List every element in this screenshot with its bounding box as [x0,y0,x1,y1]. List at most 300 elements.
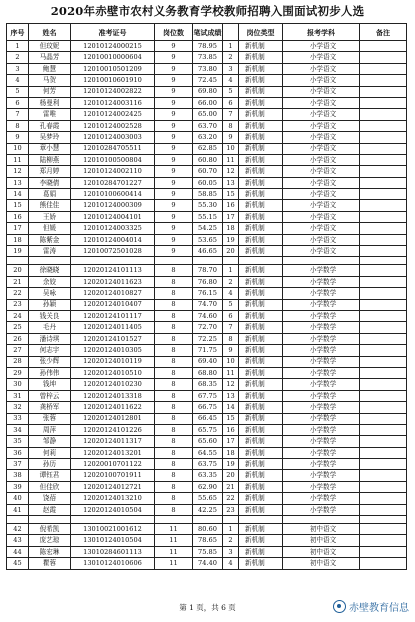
position-count: 9 [155,132,193,143]
exam-id: 12020124010510 [71,367,155,378]
remark [360,413,407,424]
written-score: 78.65 [193,535,223,546]
position-count: 9 [155,211,193,222]
subject: 小学语文 [283,200,360,211]
spacer-cell [283,257,360,265]
candidate-name: 熊佳佳 [29,200,71,211]
exam-id: 12020124010407 [71,299,155,310]
remark [360,246,407,257]
subject: 小学语文 [283,211,360,222]
candidate-name: 潘诗琪 [29,333,71,344]
exam-id: 12020124010305 [71,345,155,356]
score-rank: 13 [223,177,239,188]
position-count: 11 [155,558,193,569]
table-row [7,265,407,276]
score-rank: 1 [223,524,239,535]
score-rank: 12 [223,379,239,390]
exam-id: 13010284601113 [71,546,155,557]
candidate-name: 雷涛 [29,246,71,257]
row-index: 19 [7,246,29,257]
position-count: 9 [155,246,193,257]
table-row [7,535,407,546]
post-type: 新机制 [239,211,283,222]
subject: 小学数学 [283,333,360,344]
written-score: 65.75 [193,424,223,435]
position-count: 8 [155,367,193,378]
written-score: 69.40 [193,356,223,367]
subject: 小学语文 [283,177,360,188]
score-rank: 15 [223,413,239,424]
remark [360,345,407,356]
candidate-name: 孙历 [29,459,71,470]
watermark [333,599,409,614]
score-rank: 12 [223,166,239,177]
candidate-name: 谭钰君 [29,470,71,481]
written-score: 46.65 [193,246,223,257]
remark [360,276,407,287]
candidate-name: 李晓倩 [29,177,71,188]
table-row [7,299,407,310]
remark [360,402,407,413]
candidate-name: 周萍 [29,424,71,435]
row-index: 38 [7,470,29,481]
post-type: 新机制 [239,246,283,257]
exam-id: 12020010701122 [71,459,155,470]
position-count: 8 [155,436,193,447]
col-header-positions: 岗位数 [155,24,193,41]
position-count: 8 [155,379,193,390]
written-score: 75.85 [193,546,223,557]
position-count: 9 [155,143,193,154]
score-rank: 23 [223,504,239,515]
exam-id: 12020124101226 [71,424,155,435]
exam-id: 12010124002822 [71,86,155,97]
score-rank: 19 [223,459,239,470]
score-rank: 15 [223,189,239,200]
exam-id: 12020124012721 [71,481,155,492]
candidate-name: 庞艺琼 [29,535,71,546]
candidate-name: 赵霞 [29,504,71,515]
exam-id: 12010124002528 [71,120,155,131]
score-rank: 4 [223,75,239,86]
remark [360,288,407,299]
score-rank: 10 [223,143,239,154]
exam-id: 12020124010230 [71,379,155,390]
score-rank: 3 [223,546,239,557]
table-row [7,143,407,154]
post-type: 新机制 [239,189,283,200]
written-score: 73.80 [193,63,223,74]
candidate-name: 葛娟 [29,189,71,200]
written-score: 58.85 [193,189,223,200]
written-score: 60.05 [193,177,223,188]
candidate-name: 陆柳燕 [29,154,71,165]
score-rank: 7 [223,322,239,333]
post-type: 新机制 [239,143,283,154]
score-rank: 8 [223,120,239,131]
col-header-post-type: 岗位类型 [239,24,283,41]
table-row [7,424,407,435]
subject: 小学语文 [283,86,360,97]
row-index: 18 [7,234,29,245]
score-rank: 17 [223,436,239,447]
written-score: 63.20 [193,132,223,143]
subject: 小学语文 [283,246,360,257]
row-index: 17 [7,223,29,234]
exam-id: 12010124000215 [71,41,155,52]
post-type: 新机制 [239,413,283,424]
table-row [7,379,407,390]
spacer-cell [360,516,407,524]
post-type: 新机制 [239,310,283,321]
exam-id: 12020124013210 [71,493,155,504]
position-count: 9 [155,97,193,108]
exam-id: 12020124011622 [71,402,155,413]
table-row [7,524,407,535]
spacer-cell [239,257,283,265]
subject: 小学数学 [283,402,360,413]
exam-id: 12010284705511 [71,143,155,154]
candidate-name: 陈宏琳 [29,546,71,557]
col-header-index: 序号 [7,24,29,41]
exam-id: 12010124003003 [71,132,155,143]
spacer-cell [7,257,29,265]
written-score: 60.70 [193,166,223,177]
position-count: 9 [155,41,193,52]
score-rank: 2 [223,276,239,287]
table-row [7,177,407,188]
post-type: 新机制 [239,234,283,245]
post-type: 新机制 [239,52,283,63]
candidate-name: 张少辉 [29,356,71,367]
remark [360,470,407,481]
remark [360,493,407,504]
subject: 小学语文 [283,52,360,63]
position-count: 8 [155,276,193,287]
candidate-name: 余姣 [29,276,71,287]
spacer-cell [7,516,29,524]
subject: 小学语文 [283,189,360,200]
exam-id: 12020124013318 [71,390,155,401]
subject: 小学数学 [283,299,360,310]
row-index: 24 [7,310,29,321]
written-score: 78.95 [193,41,223,52]
score-rank: 1 [223,41,239,52]
candidate-name: 马晶芳 [29,52,71,63]
row-index: 8 [7,120,29,131]
written-score: 66.45 [193,413,223,424]
subject: 小学语文 [283,41,360,52]
position-count: 8 [155,390,193,401]
post-type: 新机制 [239,200,283,211]
candidate-name: 孙伟伟 [29,367,71,378]
written-score: 76.15 [193,288,223,299]
written-score: 63.70 [193,120,223,131]
col-header-score: 笔试成绩 [193,24,223,41]
spacer-cell [239,516,283,524]
remark [360,546,407,557]
written-score: 66.00 [193,97,223,108]
table-row [7,546,407,557]
position-count: 8 [155,345,193,356]
remark [360,166,407,177]
row-index: 33 [7,413,29,424]
written-score: 67.75 [193,390,223,401]
exam-id: 13010021001612 [71,524,155,535]
subject: 小学语文 [283,63,360,74]
position-count: 8 [155,447,193,458]
table-row [7,52,407,63]
remark [360,63,407,74]
position-count: 8 [155,333,193,344]
table-row [7,276,407,287]
position-count: 11 [155,535,193,546]
written-score: 66.75 [193,402,223,413]
exam-id: 12010010000604 [71,52,155,63]
subject: 小学语文 [283,97,360,108]
remark [360,524,407,535]
remark [360,223,407,234]
subject: 小学数学 [283,470,360,481]
score-rank: 19 [223,234,239,245]
subject: 小学数学 [283,356,360,367]
exam-id: 12010124002110 [71,166,155,177]
candidate-name: 徐晓晓 [29,265,71,276]
exam-id: 12010072501028 [71,246,155,257]
written-score: 78.70 [193,265,223,276]
col-header-subject: 报考学科 [283,24,360,41]
position-count: 9 [155,86,193,97]
table-row [7,367,407,378]
score-rank: 5 [223,299,239,310]
written-score: 72.25 [193,333,223,344]
post-type: 新机制 [239,166,283,177]
exam-id: 12020124010504 [71,504,155,515]
remark [360,481,407,492]
remark [360,97,407,108]
remark [360,379,407,390]
post-type: 新机制 [239,276,283,287]
remark [360,310,407,321]
score-rank: 18 [223,223,239,234]
remark [360,333,407,344]
remark [360,234,407,245]
remark [360,41,407,52]
table-row [7,470,407,481]
wechat-official-icon [333,600,346,613]
page-footer: 第 1 页，共 6 页 [179,603,236,612]
written-score: 68.80 [193,367,223,378]
post-type: 新机制 [239,459,283,470]
subject: 初中语文 [283,558,360,569]
exam-id: 12020124101113 [71,265,155,276]
spacer-cell [155,516,193,524]
post-type: 新机制 [239,75,283,86]
post-type: 新机制 [239,154,283,165]
post-type: 新机制 [239,390,283,401]
position-count: 8 [155,459,193,470]
table-row [7,166,407,177]
table-row [7,504,407,515]
row-index: 25 [7,322,29,333]
row-index: 42 [7,524,29,535]
spacer-cell [193,516,223,524]
subject: 小学数学 [283,504,360,515]
position-count: 8 [155,424,193,435]
score-rank: 21 [223,481,239,492]
subject: 小学数学 [283,493,360,504]
post-type: 新机制 [239,470,283,481]
subject: 小学数学 [283,481,360,492]
table-row [7,558,407,569]
row-index: 30 [7,379,29,390]
subject: 小学数学 [283,276,360,287]
position-count: 8 [155,493,193,504]
subject: 小学数学 [283,345,360,356]
score-rank: 18 [223,447,239,458]
row-index: 7 [7,109,29,120]
candidate-name: 倪希凯 [29,524,71,535]
score-rank: 16 [223,200,239,211]
subject: 小学数学 [283,288,360,299]
written-score: 55.30 [193,200,223,211]
written-score: 55.15 [193,211,223,222]
post-type: 新机制 [239,535,283,546]
watermark-text: 赤壁教育信息 [349,603,409,614]
row-index: 10 [7,143,29,154]
written-score: 72.70 [193,322,223,333]
candidate-name: 但媛 [29,223,71,234]
exam-id: 12020124013201 [71,447,155,458]
post-type: 新机制 [239,436,283,447]
score-rank: 3 [223,63,239,74]
score-rank: 16 [223,424,239,435]
written-score: 65.60 [193,436,223,447]
row-index: 16 [7,211,29,222]
remark [360,109,407,120]
remark [360,299,407,310]
subject: 小学语文 [283,120,360,131]
table-row [7,41,407,52]
post-type: 新机制 [239,132,283,143]
row-index: 35 [7,436,29,447]
position-count: 8 [155,470,193,481]
table-row [7,154,407,165]
score-rank: 11 [223,367,239,378]
remark [360,322,407,333]
table-row [7,211,407,222]
exam-id: 12010124004014 [71,234,155,245]
position-count: 9 [155,200,193,211]
subject: 小学语文 [283,109,360,120]
position-count: 9 [155,109,193,120]
post-type: 新机制 [239,265,283,276]
post-type: 新机制 [239,546,283,557]
exam-id: 13010124010504 [71,535,155,546]
candidate-name: 孔春霞 [29,120,71,131]
candidate-name: 钱关良 [29,310,71,321]
subject: 小学语文 [283,166,360,177]
post-type: 新机制 [239,120,283,131]
candidate-name: 郑月婷 [29,166,71,177]
col-header-rank [223,24,239,41]
exam-id: 12020124011317 [71,436,155,447]
row-index: 37 [7,459,29,470]
candidate-name: 鲍慧 [29,63,71,74]
position-count: 9 [155,166,193,177]
score-rank: 4 [223,288,239,299]
post-type: 新机制 [239,288,283,299]
remark [360,120,407,131]
position-count: 9 [155,189,193,200]
written-score: 71.75 [193,345,223,356]
exam-id: 12010010501209 [71,63,155,74]
row-index: 34 [7,424,29,435]
row-index: 6 [7,97,29,108]
remark [360,390,407,401]
exam-id: 12020124101117 [71,310,155,321]
candidate-name: 杨曼利 [29,97,71,108]
post-type: 新机制 [239,333,283,344]
table-row [7,333,407,344]
table-row [7,436,407,447]
subject: 小学语文 [283,132,360,143]
row-index: 40 [7,493,29,504]
candidate-name: 瞿蓉 [29,558,71,569]
table-row [7,63,407,74]
subject: 小学数学 [283,379,360,390]
post-type: 新机制 [239,223,283,234]
table-row [7,75,407,86]
table-row [7,402,407,413]
score-rank: 17 [223,211,239,222]
score-rank: 5 [223,86,239,97]
group-spacer-row [7,257,407,265]
written-score: 63.35 [193,470,223,481]
position-count: 8 [155,402,193,413]
remark [360,132,407,143]
table-row [7,390,407,401]
subject: 小学语文 [283,143,360,154]
subject: 小学数学 [283,424,360,435]
subject: 小学数学 [283,390,360,401]
remark [360,265,407,276]
score-rank: 7 [223,109,239,120]
score-rank: 20 [223,246,239,257]
post-type: 新机制 [239,524,283,535]
score-rank: 2 [223,535,239,546]
spacer-cell [360,257,407,265]
position-count: 9 [155,120,193,131]
subject: 小学数学 [283,436,360,447]
exam-id: 12020124101527 [71,333,155,344]
post-type: 新机制 [239,356,283,367]
post-type: 新机制 [239,86,283,97]
spacer-cell [71,257,155,265]
exam-id: 12020124011623 [71,276,155,287]
remark [360,504,407,515]
remark [360,143,407,154]
row-index: 2 [7,52,29,63]
post-type: 新机制 [239,63,283,74]
candidate-name: 陈紫金 [29,234,71,245]
remark [360,367,407,378]
candidate-name: 毛丹 [29,322,71,333]
subject: 小学数学 [283,413,360,424]
written-score: 73.85 [193,52,223,63]
exam-id: 13010124010606 [71,558,155,569]
post-type: 新机制 [239,447,283,458]
